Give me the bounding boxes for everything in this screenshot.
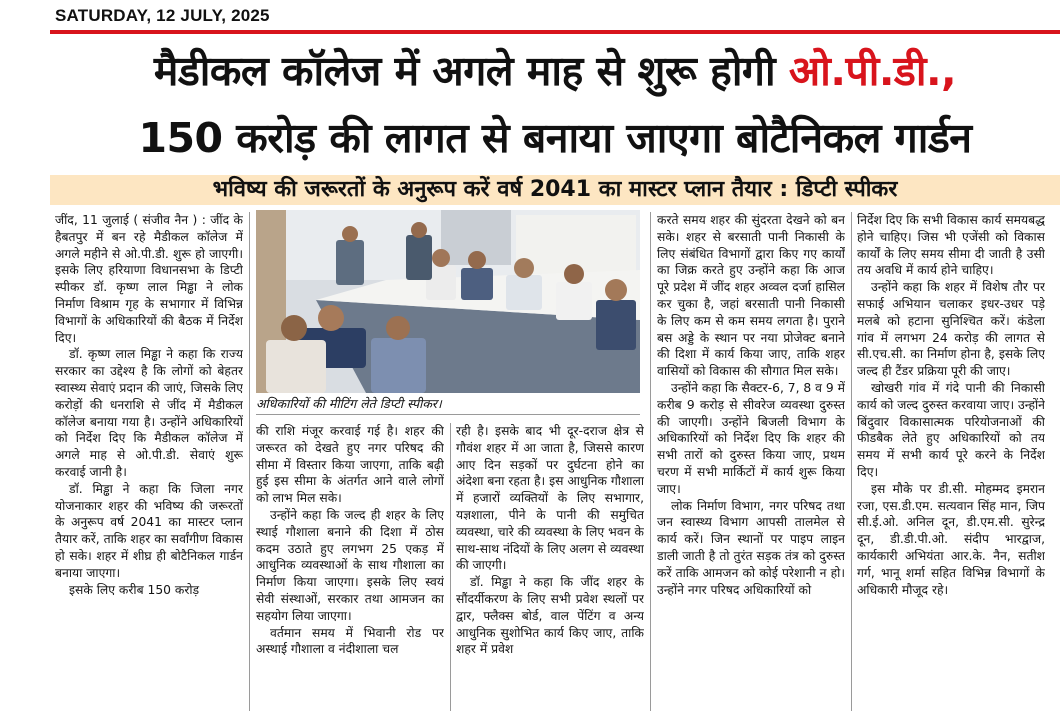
article-paragraph: डॉ. कृष्ण लाल मिड्ढा ने कहा कि राज्य सरकार का उद्देश्य है कि लोगों को बेहतर स्वास्थ्य सेवाएं प्रदान की जाएं, जिसके लिए करोड़ों की धनराशि से जींद में मैडीकल कॉलेज बनाया गया है। उन्होंने अधिकारियों को निर्देश दिए कि मैडीकल कॉलेज में अगले माह से ओ.पी.डी. सेवाएं शुरू करवाई जानी है। bbox=[55, 347, 243, 479]
article-paragraph: इसके लिए करीब 150 करोड़ bbox=[69, 582, 200, 597]
article-column-5 bbox=[857, 212, 1045, 711]
article-column-4 bbox=[657, 212, 845, 711]
dateline: SATURDAY, 12 JULY, 2025 bbox=[55, 6, 270, 25]
article-paragraph: रही है। इसके बाद भी दूर-दराज क्षेत्र से गौवंश शहर में आ जाता है, जिससे कारण आए दिन सड़कों पर दुर्घटना होने का अंदेशा बना रहता है। इस आधुनिक गौशाला में हजारों व्यक्तियों के लिए सभागार, यज्ञशाला, पीने के पानी की समुचित व्यवस्था, चारे की व्यवस्था के लिए भवन के साथ-साथ नंदियों के लिए अलग से व्यवस्था की जाएगी। bbox=[456, 424, 644, 573]
article-paragraph: उन्होंने कहा कि जल्द ही शहर के लिए स्थाई गौशाला बनाने की दिशा में ठोस कदम उठाते हुए लगभग 25 एकड़ में आधुनिक व्यवस्थाओं के साथ गौशाला का निर्माण किया जाएगा। इसके लिए स्वयं सेवी संस्थाओं, सरकार तथा आमजन का सहयोग लिया जाएगा। bbox=[256, 507, 444, 623]
article-paragraph: वर्तमान समय में भिवानी रोड पर अस्थाई गौशाला व नंदीशाला चल bbox=[256, 625, 444, 657]
photo-caption: अधिकारियों की मीटिंग लेते डिप्टी स्पीकर। bbox=[256, 394, 640, 415]
headline-line-2: 150 करोड़ की लागत से बनाया जाएगा बोटैनिकल गार्डन bbox=[138, 114, 972, 162]
article-paragraph: जींद, 11 जुलाई ( संजीव नैन ) : जींद के हैबतपुर में बन रहे मैडीकल कॉलेज में अगले महीने से ओ.पी.डी. शुरू हो जाएगी। इसके लिए हरियाणा विधानसभा के डिप्टी स्पीकर डॉ. कृष्ण लाल मिड्ढा ने लोक निर्माण विश्राम गृह के सभागार में विभिन्न विभागों के अधिकारियों की बैठक में निर्देश दिए। bbox=[55, 213, 243, 345]
article-paragraph: खोखरी गांव में गंदे पानी की निकासी कार्य को जल्द दुरुस्त करवाया जाए। उन्होंने बिंदुवार विकासात्मक परियोजनाओं की फीडबैक लेते हुए अधिकारियों को तय समय में सभी कार्य पूरे करने के निर्देश दिए। bbox=[857, 380, 1045, 479]
article-column-3 bbox=[456, 423, 644, 711]
article-paragraph: उन्होंने कहा कि सैक्टर-6, 7, 8 व 9 में करीब 9 करोड़ से सीवरेज व्यवस्था दुरुस्त की जाएगी। उन्होंने बिजली विभाग के अधिकारियों को निर्देश दिए कि शहर की सभी तारों को दुरुस्त किया जाए, प्रथम चरण में सभी मार्किटों में कार्य शुरू किया जाए। bbox=[657, 380, 845, 496]
article-paragraph: इस मौके पर डी.सी. मोहम्मद इमरान रजा, एस.डी.एम. सत्यवान सिंह मान, जिप सी.ई.ओ. अनिल दून, डी.एम.सी. सुरेन्द्र दून, डी.डी.पी.ओ. संदीप भारद्वाज, कार्यकारी अभियंता आर.के. नैन, सतीश गर्ग, भानू शर्मा सहित विभिन्न विभागों के अधिकारी मौजूद रहे। bbox=[857, 481, 1045, 597]
column-rule bbox=[851, 212, 852, 711]
article-column-1 bbox=[55, 212, 243, 711]
article-paragraph: डॉ. मिड्ढा ने कहा कि जिला नगर योजनाकार शहर की भविष्य की जरूरतों के अनुरूप वर्ष 2041 का मास्टर प्लान तैयार करें, ताकि शहर का सर्वांगीण विकास हो सके। शहर में शीघ्र ही बोटैनिकल गार्डन बनाया जाएगा। bbox=[55, 481, 243, 580]
article-paragraph: निर्देश दिए कि सभी विकास कार्य समयबद्ध होने चाहिए। जिस भी एजेंसी को विकास कार्यों के लिए समय सीमा दी जाती है उसी तय अवधि में कार्य होने चाहिए। bbox=[857, 213, 1045, 278]
article-column-2 bbox=[256, 423, 444, 711]
meeting-photo-illustration bbox=[256, 210, 640, 393]
article-paragraph: करते समय शहर की सुंदरता देखने को बन सके। शहर से बरसाती पानी निकासी के लिए संबंधित विभागों द्वारा किए गए कार्यों का जिक्र करते हुए उन्होंने कहा कि आज पूरे प्रदेश में जींद शहर अव्वल दर्जा हासिल कर चुका है, जहां बरसाती पानी निकासी के लिए कम से कम समय लगता है। पुराने बस अड्डे के स्थान पर नया प्रोजेक्ट बनाने की दिशा में कार्य किया जाए, ताकि शहर वासियों को विकास की सौगात मिल सके। bbox=[657, 213, 845, 379]
article-paragraph: लोक निर्माण विभाग, नगर परिषद तथा जन स्वास्थ्य विभाग आपसी तालमेल से कार्य करें। जिन स्थानों पर पाइप लाइन डाली जाती है तो तुरंत सड़क तंत्र को दुरुस्त करें ताकि आमजन को कोई परेशानी न हो। उन्होंने नगर परिषद अधिकारियों को bbox=[657, 498, 845, 597]
subheadline: भविष्य की जरूरतों के अनुरूप करें वर्ष 2041 का मास्टर प्लान तैयार : डिप्टी स्पीकर bbox=[212, 177, 898, 202]
column-rule bbox=[249, 212, 250, 711]
headline-highlight: ओ.पी.डी., bbox=[788, 47, 957, 95]
article-paragraph: डॉ. मिड्ढा ने कहा कि जींद शहर के सौंदर्यीकरण के लिए सभी प्रवेश स्थलों पर द्वार, फ्लैक्स बोर्ड, वाल पेंटिंग व अन्य आधुनिक सुशोभित कार्य किए जाए, ताकि शहर में प्रवेश bbox=[456, 575, 644, 657]
column-rule bbox=[650, 212, 651, 711]
headline-text: मैडीकल कॉलेज में अगले माह से शुरू होगी bbox=[153, 47, 789, 95]
column-rule bbox=[450, 423, 451, 711]
red-top-rule bbox=[50, 30, 1060, 34]
article-paragraph: उन्होंने कहा कि शहर में विशेष तौर पर सफाई अभियान चलाकर इधर-उधर पड़े मलबे को हटाना सुनिश्चित करें। कंडेला गांव में लगभग 24 करोड़ की लागत से सी.एच.सी. का निर्माण होना है, इसके लिए जल्द ही टैंडर प्रक्रिया पूरी की जाए। bbox=[857, 280, 1045, 379]
headline-line-1 bbox=[50, 38, 1060, 104]
article-paragraph: की राशि मंजूर करवाई गई है। शहर की जरूरत को देखते हुए नगर परिषद की सीमा में विस्तार किया जाएगा, ताकि बढ़ी हुई इस सीमा के अंतर्गत आने वाले लोगों को लाभ मिल सके। bbox=[256, 424, 444, 506]
meeting-photo bbox=[256, 210, 640, 393]
